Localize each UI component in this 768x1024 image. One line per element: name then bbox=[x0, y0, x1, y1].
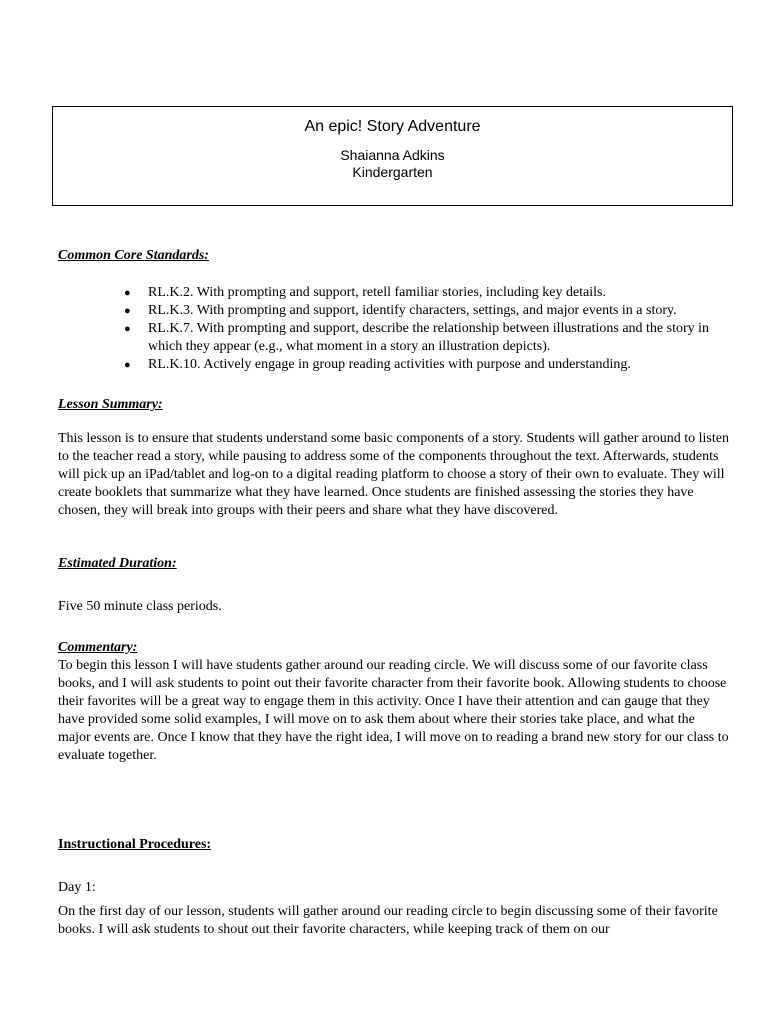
list-item bbox=[58, 320, 730, 356]
standard-text: RL.K.7. With prompting and support, describe the relationship between illustrations and the story in which they appear (e.g., what moment in a story an illustration depicts). bbox=[148, 321, 710, 354]
duration-section bbox=[58, 555, 730, 573]
summary-heading: Lesson Summary: bbox=[58, 397, 163, 412]
standards-heading: Common Core Standards: bbox=[58, 248, 209, 263]
standards-heading-wrap bbox=[58, 247, 730, 265]
bullet-icon: ● bbox=[124, 305, 131, 317]
standards-list bbox=[58, 284, 730, 374]
list-item bbox=[58, 302, 730, 320]
commentary-section bbox=[58, 639, 730, 765]
duration-text: Five 50 minute class periods. bbox=[58, 599, 222, 614]
bullet-icon: ● bbox=[124, 359, 131, 371]
grade-level: Kindergarten bbox=[352, 164, 433, 180]
list-item bbox=[58, 356, 730, 374]
list-item bbox=[58, 284, 730, 302]
summary-body bbox=[58, 430, 730, 520]
title-box bbox=[52, 106, 733, 206]
standard-text: RL.K.10. Actively engage in group reading activities with purpose and understanding. bbox=[148, 357, 631, 372]
commentary-text: To begin this lesson I will have students gather around our reading circle. We will discuss some of our favorite class books, and I will ask students to point out their favorite character from their favorite book. Allowing students to choose their favorites will be a great way to engage them in this activity. Once I have their attention and can gauge that they have provided some solid examples, I will move on to ask them about where their stories take place, and what the major events are. Once I know that they have the right idea, I will move on to reading a brand new story for our class to evaluate together. bbox=[58, 658, 729, 763]
day-label: Day 1: bbox=[58, 880, 96, 895]
day-body bbox=[58, 903, 730, 939]
author-name: Shaianna Adkins bbox=[340, 147, 445, 163]
summary-section bbox=[58, 396, 730, 414]
standard-text: RL.K.2. With prompting and support, retell familiar stories, including key details. bbox=[148, 285, 606, 300]
duration-heading: Estimated Duration: bbox=[58, 556, 177, 571]
summary-text: This lesson is to ensure that students understand some basic components of a story. Students will gather around to listen to the teacher read a story, while pausing to address some of the components throughout the text. Afterwards, students will pick up an iPad/tablet and log-on to a digital reading platform to choose a story of their own to evaluate. They will create booklets that summarize what they have learned. Once students are finished assessing the stories they have chosen, they will break into groups with their peers and share what they have discovered. bbox=[58, 431, 729, 518]
duration-body bbox=[58, 598, 730, 616]
standard-text: RL.K.3. With prompting and support, identify characters, settings, and major events in a story. bbox=[148, 303, 677, 318]
bullet-icon: ● bbox=[124, 287, 131, 299]
procedures-section bbox=[58, 836, 730, 854]
bullet-icon: ● bbox=[124, 323, 131, 335]
procedures-heading: Instructional Procedures: bbox=[58, 837, 212, 852]
document-title: An epic! Story Adventure bbox=[304, 118, 481, 135]
day-label-wrap bbox=[58, 879, 730, 897]
commentary-heading: Commentary: bbox=[58, 640, 138, 655]
day-text: On the first day of our lesson, students will gather around our reading circle to begin discussing some of their favorite books. I will ask students to shout out their favorite characters, while keeping track of them on our bbox=[58, 904, 718, 937]
